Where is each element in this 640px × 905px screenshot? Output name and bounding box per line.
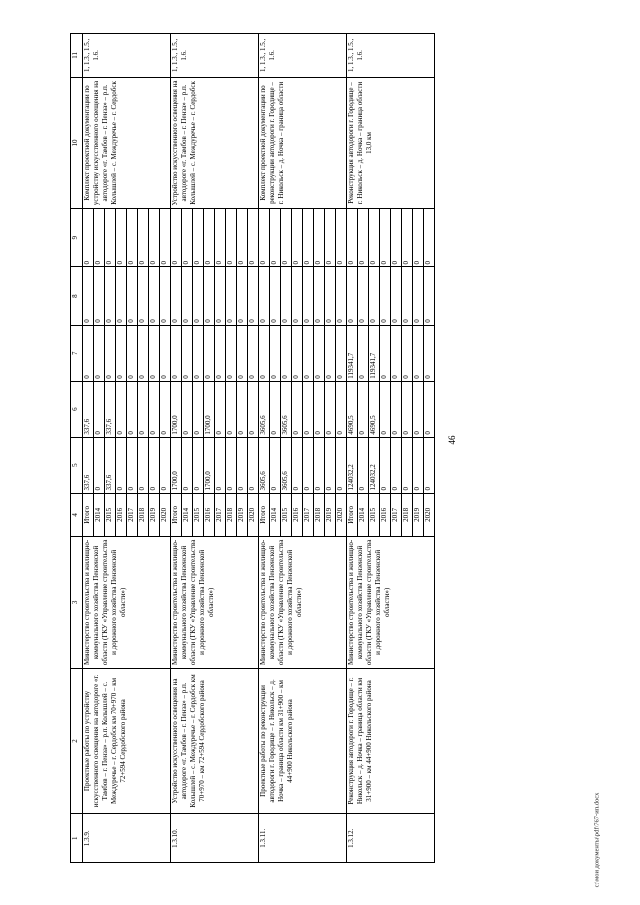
year-cell: 2019: [325, 493, 336, 537]
value-cell-5: 0: [413, 437, 424, 493]
year-cell: Итого: [259, 493, 270, 537]
value-cell-9: 0: [281, 209, 292, 267]
col-header: 4: [71, 493, 83, 537]
value-cell-8: 0: [292, 267, 303, 325]
value-cell-8: 0: [237, 267, 248, 325]
value-cell-9: 0: [424, 209, 435, 267]
value-cell-8: 0: [369, 267, 380, 325]
value-cell-5: 0: [138, 437, 149, 493]
page-number: 46: [447, 435, 457, 445]
item-executor: Министерство строительства и жилищно-коммунального хозяйства Пензенской области (ГКУ «Управление строительства и дорожного хозяйства Пензенской области»): [171, 537, 259, 668]
year-cell: Итого: [83, 493, 94, 537]
item-refs: 1, 1.3., 1.5., 1.6.: [171, 34, 259, 78]
value-cell-6: 0: [391, 381, 402, 437]
value-cell-5: 0: [248, 437, 259, 493]
value-cell-9: 0: [314, 209, 325, 267]
value-cell-7: 0: [303, 325, 314, 381]
value-cell-8: 0: [402, 267, 413, 325]
table-row: [347, 34, 358, 863]
item-name: Реконструкция автодороги г. Городище – г. Никольск – д. Ночка – граница области км 31+900 – км 44+900 Никольского района: [347, 668, 435, 814]
value-cell-6: 1700,0: [204, 381, 215, 437]
value-cell-5: 0: [325, 437, 336, 493]
program-table: [70, 33, 435, 863]
value-cell-9: 0: [292, 209, 303, 267]
value-cell-9: 0: [380, 209, 391, 267]
value-cell-7: 0: [116, 325, 127, 381]
value-cell-8: 0: [391, 267, 402, 325]
value-cell-6: 0: [270, 381, 281, 437]
value-cell-5: 1700,0: [171, 437, 182, 493]
year-cell: 2015: [193, 493, 204, 537]
value-cell-6: 0: [160, 381, 171, 437]
value-cell-7: 0: [105, 325, 116, 381]
value-cell-8: 0: [204, 267, 215, 325]
year-cell: Итого: [171, 493, 182, 537]
item-result: Комплект проектной документации по устройству искусственного освещения на автодороге «г. Тамбов – г. Пенза» – р.п. Колышлей – с. Междуречье – г. Сердобск: [83, 77, 171, 208]
year-cell: 2015: [105, 493, 116, 537]
value-cell-7: 119341,7: [369, 325, 380, 381]
year-cell: 2017: [303, 493, 314, 537]
value-cell-9: 0: [204, 209, 215, 267]
value-cell-7: 0: [391, 325, 402, 381]
col-header: 3: [71, 537, 83, 668]
value-cell-6: 0: [248, 381, 259, 437]
value-cell-9: 0: [248, 209, 259, 267]
value-cell-7: 0: [336, 325, 347, 381]
value-cell-6: 0: [413, 381, 424, 437]
year-cell: 2018: [314, 493, 325, 537]
value-cell-9: 0: [116, 209, 127, 267]
item-executor: Министерство строительства и жилищно-коммунального хозяйства Пензенской области (ГКУ «Управление строительства и дорожного хозяйства Пензенской области»): [347, 537, 435, 668]
value-cell-8: 0: [83, 267, 94, 325]
year-cell: 2020: [336, 493, 347, 537]
value-cell-6: 4690,5: [347, 381, 358, 437]
value-cell-9: 0: [358, 209, 369, 267]
value-cell-7: 0: [138, 325, 149, 381]
value-cell-6: 0: [325, 381, 336, 437]
value-cell-6: 0: [358, 381, 369, 437]
value-cell-6: 0: [226, 381, 237, 437]
value-cell-7: 0: [83, 325, 94, 381]
value-cell-6: 0: [303, 381, 314, 437]
header-row: [71, 34, 83, 863]
value-cell-5: 0: [94, 437, 105, 493]
value-cell-9: 0: [182, 209, 193, 267]
item-number: 1.3.10.: [171, 814, 259, 863]
value-cell-5: 1700,0: [204, 437, 215, 493]
value-cell-7: 0: [226, 325, 237, 381]
value-cell-8: 0: [347, 267, 358, 325]
value-cell-6: 0: [336, 381, 347, 437]
value-cell-9: 0: [369, 209, 380, 267]
value-cell-9: 0: [149, 209, 160, 267]
value-cell-5: 337,6: [105, 437, 116, 493]
value-cell-6: 0: [402, 381, 413, 437]
value-cell-6: 0: [292, 381, 303, 437]
value-cell-5: 0: [215, 437, 226, 493]
year-cell: 2020: [160, 493, 171, 537]
value-cell-7: 0: [171, 325, 182, 381]
value-cell-6: 0: [215, 381, 226, 437]
value-cell-8: 0: [270, 267, 281, 325]
value-cell-8: 0: [94, 267, 105, 325]
value-cell-9: 0: [391, 209, 402, 267]
year-cell: 2016: [380, 493, 391, 537]
value-cell-5: 3605,6: [281, 437, 292, 493]
value-cell-5: 0: [127, 437, 138, 493]
value-cell-6: 0: [149, 381, 160, 437]
year-cell: 2016: [116, 493, 127, 537]
col-header: 11: [71, 34, 83, 78]
col-header: 6: [71, 381, 83, 437]
value-cell-5: 0: [402, 437, 413, 493]
item-name: Проектные работы по реконструкции автодороги г. Городище – г. Никольск – д. Ночка – граница области км 31+900 – км 44+900 Никольского района: [259, 668, 347, 814]
value-cell-7: 0: [182, 325, 193, 381]
value-cell-5: 0: [149, 437, 160, 493]
col-header: 7: [71, 325, 83, 381]
col-header: 9: [71, 209, 83, 267]
value-cell-9: 0: [171, 209, 182, 267]
table-row: [259, 34, 270, 863]
value-cell-7: 0: [204, 325, 215, 381]
value-cell-8: 0: [182, 267, 193, 325]
value-cell-9: 0: [226, 209, 237, 267]
value-cell-7: 0: [215, 325, 226, 381]
value-cell-6: 3605,6: [259, 381, 270, 437]
value-cell-9: 0: [160, 209, 171, 267]
value-cell-9: 0: [325, 209, 336, 267]
value-cell-5: 0: [314, 437, 325, 493]
item-name: Проектные работы по устройству искусственного освещения на автодороге «г. Тамбов – г. Пенза» – р.п. Колышлей – с. Междуречье – г. Сердобск км 70+970 – км 72+594 Сердобского района: [83, 668, 171, 814]
year-cell: 2016: [292, 493, 303, 537]
year-cell: 2019: [149, 493, 160, 537]
value-cell-6: 4690,5: [369, 381, 380, 437]
value-cell-8: 0: [380, 267, 391, 325]
value-cell-8: 0: [336, 267, 347, 325]
value-cell-9: 0: [94, 209, 105, 267]
item-refs: 1, 1.3., 1.5., 1.6.: [83, 34, 171, 78]
footer-file-path: c:\мои документы\pdf\767-ип.docx: [593, 792, 601, 888]
value-cell-7: 0: [248, 325, 259, 381]
value-cell-8: 0: [358, 267, 369, 325]
year-cell: 2017: [127, 493, 138, 537]
value-cell-5: 337,6: [83, 437, 94, 493]
item-executor: Министерство строительства и жилищно-коммунального хозяйства Пензенской области (ГКУ «Управление строительства и дорожного хозяйства Пензенской области»): [259, 537, 347, 668]
value-cell-8: 0: [226, 267, 237, 325]
value-cell-9: 0: [237, 209, 248, 267]
value-cell-5: 0: [182, 437, 193, 493]
value-cell-8: 0: [259, 267, 270, 325]
value-cell-7: 0: [281, 325, 292, 381]
value-cell-8: 0: [248, 267, 259, 325]
rotated-table-wrapper: [70, 33, 570, 863]
value-cell-6: 0: [237, 381, 248, 437]
value-cell-9: 0: [402, 209, 413, 267]
value-cell-7: 0: [270, 325, 281, 381]
item-name: Устройство искусственного освещения на автодороге «г. Тамбов – г. Пенза» – р.п. Колышлей – с. Междуречье – г. Сердобск км 70+970 – км 72+594 Сердобского района: [171, 668, 259, 814]
year-cell: 2014: [358, 493, 369, 537]
value-cell-6: 0: [193, 381, 204, 437]
value-cell-9: 0: [105, 209, 116, 267]
value-cell-9: 0: [193, 209, 204, 267]
year-cell: 2014: [182, 493, 193, 537]
value-cell-6: 0: [94, 381, 105, 437]
value-cell-5: 0: [424, 437, 435, 493]
value-cell-7: 0: [149, 325, 160, 381]
col-header: 2: [71, 668, 83, 814]
value-cell-9: 0: [413, 209, 424, 267]
value-cell-6: 337,6: [83, 381, 94, 437]
year-cell: 2016: [204, 493, 215, 537]
value-cell-5: 0: [391, 437, 402, 493]
value-cell-9: 0: [215, 209, 226, 267]
item-number: 1.3.12.: [347, 814, 435, 863]
value-cell-6: 0: [127, 381, 138, 437]
col-header: 8: [71, 267, 83, 325]
value-cell-8: 0: [127, 267, 138, 325]
item-result: Комплект проектной документации по реконструкции автодороги г. Городище – г. Никольск – д. Ночка – граница области: [259, 77, 347, 208]
year-cell: 2015: [369, 493, 380, 537]
item-refs: 1, 1.3., 1.5., 1.6.: [347, 34, 435, 78]
item-refs: 1, 1.3., 1.5., 1.6.: [259, 34, 347, 78]
value-cell-9: 0: [259, 209, 270, 267]
item-number: 1.3.9.: [83, 814, 171, 863]
value-cell-8: 0: [325, 267, 336, 325]
value-cell-5: 0: [160, 437, 171, 493]
year-cell: 2019: [413, 493, 424, 537]
value-cell-8: 0: [193, 267, 204, 325]
value-cell-5: 3605,6: [259, 437, 270, 493]
value-cell-8: 0: [413, 267, 424, 325]
year-cell: 2014: [94, 493, 105, 537]
value-cell-7: 0: [314, 325, 325, 381]
table-body: [71, 34, 435, 863]
value-cell-8: 0: [116, 267, 127, 325]
value-cell-7: 0: [380, 325, 391, 381]
item-number: 1.3.11.: [259, 814, 347, 863]
value-cell-7: 0: [424, 325, 435, 381]
value-cell-5: 0: [303, 437, 314, 493]
value-cell-9: 0: [336, 209, 347, 267]
table-row: [83, 34, 94, 863]
item-executor: Министерство строительства и жилищно-коммунального хозяйства Пензенской области (ГКУ «Управление строительства и дорожного хозяйства Пензенской области»): [83, 537, 171, 668]
value-cell-7: 0: [94, 325, 105, 381]
value-cell-6: 0: [424, 381, 435, 437]
value-cell-8: 0: [314, 267, 325, 325]
value-cell-7: 0: [413, 325, 424, 381]
year-cell: Итого: [347, 493, 358, 537]
year-cell: 2018: [138, 493, 149, 537]
value-cell-8: 0: [215, 267, 226, 325]
value-cell-8: 0: [138, 267, 149, 325]
value-cell-7: 0: [402, 325, 413, 381]
value-cell-9: 0: [127, 209, 138, 267]
value-cell-7: 0: [193, 325, 204, 381]
value-cell-9: 0: [83, 209, 94, 267]
value-cell-5: 0: [380, 437, 391, 493]
year-cell: 2017: [391, 493, 402, 537]
value-cell-8: 0: [149, 267, 160, 325]
value-cell-7: 0: [237, 325, 248, 381]
value-cell-5: 0: [193, 437, 204, 493]
value-cell-5: 0: [358, 437, 369, 493]
value-cell-8: 0: [281, 267, 292, 325]
table-row: [171, 34, 182, 863]
value-cell-6: 0: [182, 381, 193, 437]
year-cell: 2020: [424, 493, 435, 537]
year-cell: 2014: [270, 493, 281, 537]
value-cell-7: 0: [160, 325, 171, 381]
value-cell-7: 119341,7: [347, 325, 358, 381]
value-cell-6: 0: [116, 381, 127, 437]
value-cell-5: 0: [237, 437, 248, 493]
value-cell-6: 0: [138, 381, 149, 437]
value-cell-6: 1700,0: [171, 381, 182, 437]
value-cell-7: 0: [358, 325, 369, 381]
value-cell-8: 0: [424, 267, 435, 325]
value-cell-8: 0: [105, 267, 116, 325]
value-cell-8: 0: [303, 267, 314, 325]
value-cell-7: 0: [259, 325, 270, 381]
value-cell-6: 3605,6: [281, 381, 292, 437]
value-cell-6: 0: [380, 381, 391, 437]
value-cell-8: 0: [160, 267, 171, 325]
year-cell: 2017: [215, 493, 226, 537]
value-cell-9: 0: [347, 209, 358, 267]
value-cell-8: 0: [171, 267, 182, 325]
value-cell-5: 124032,2: [347, 437, 358, 493]
col-header: 1: [71, 814, 83, 863]
value-cell-5: 0: [292, 437, 303, 493]
value-cell-5: 124032,2: [369, 437, 380, 493]
value-cell-7: 0: [127, 325, 138, 381]
year-cell: 2019: [237, 493, 248, 537]
value-cell-5: 0: [270, 437, 281, 493]
item-result: Реконструкция автодороги г. Городище – г. Никольск – д. Ночка – граница области 13,0 км: [347, 77, 435, 208]
value-cell-6: 337,6: [105, 381, 116, 437]
value-cell-5: 0: [226, 437, 237, 493]
value-cell-5: 0: [336, 437, 347, 493]
value-cell-7: 0: [292, 325, 303, 381]
value-cell-5: 0: [116, 437, 127, 493]
value-cell-9: 0: [270, 209, 281, 267]
value-cell-9: 0: [138, 209, 149, 267]
year-cell: 2015: [281, 493, 292, 537]
col-header: 5: [71, 437, 83, 493]
col-header: 10: [71, 77, 83, 208]
value-cell-9: 0: [303, 209, 314, 267]
year-cell: 2018: [402, 493, 413, 537]
item-result: Устройство искусственного освещения на автодороге «г. Тамбов – г. Пенза» – р.п. Колышлей – с. Междуречье – г. Сердобск: [171, 77, 259, 208]
year-cell: 2020: [248, 493, 259, 537]
year-cell: 2018: [226, 493, 237, 537]
value-cell-6: 0: [314, 381, 325, 437]
value-cell-7: 0: [325, 325, 336, 381]
